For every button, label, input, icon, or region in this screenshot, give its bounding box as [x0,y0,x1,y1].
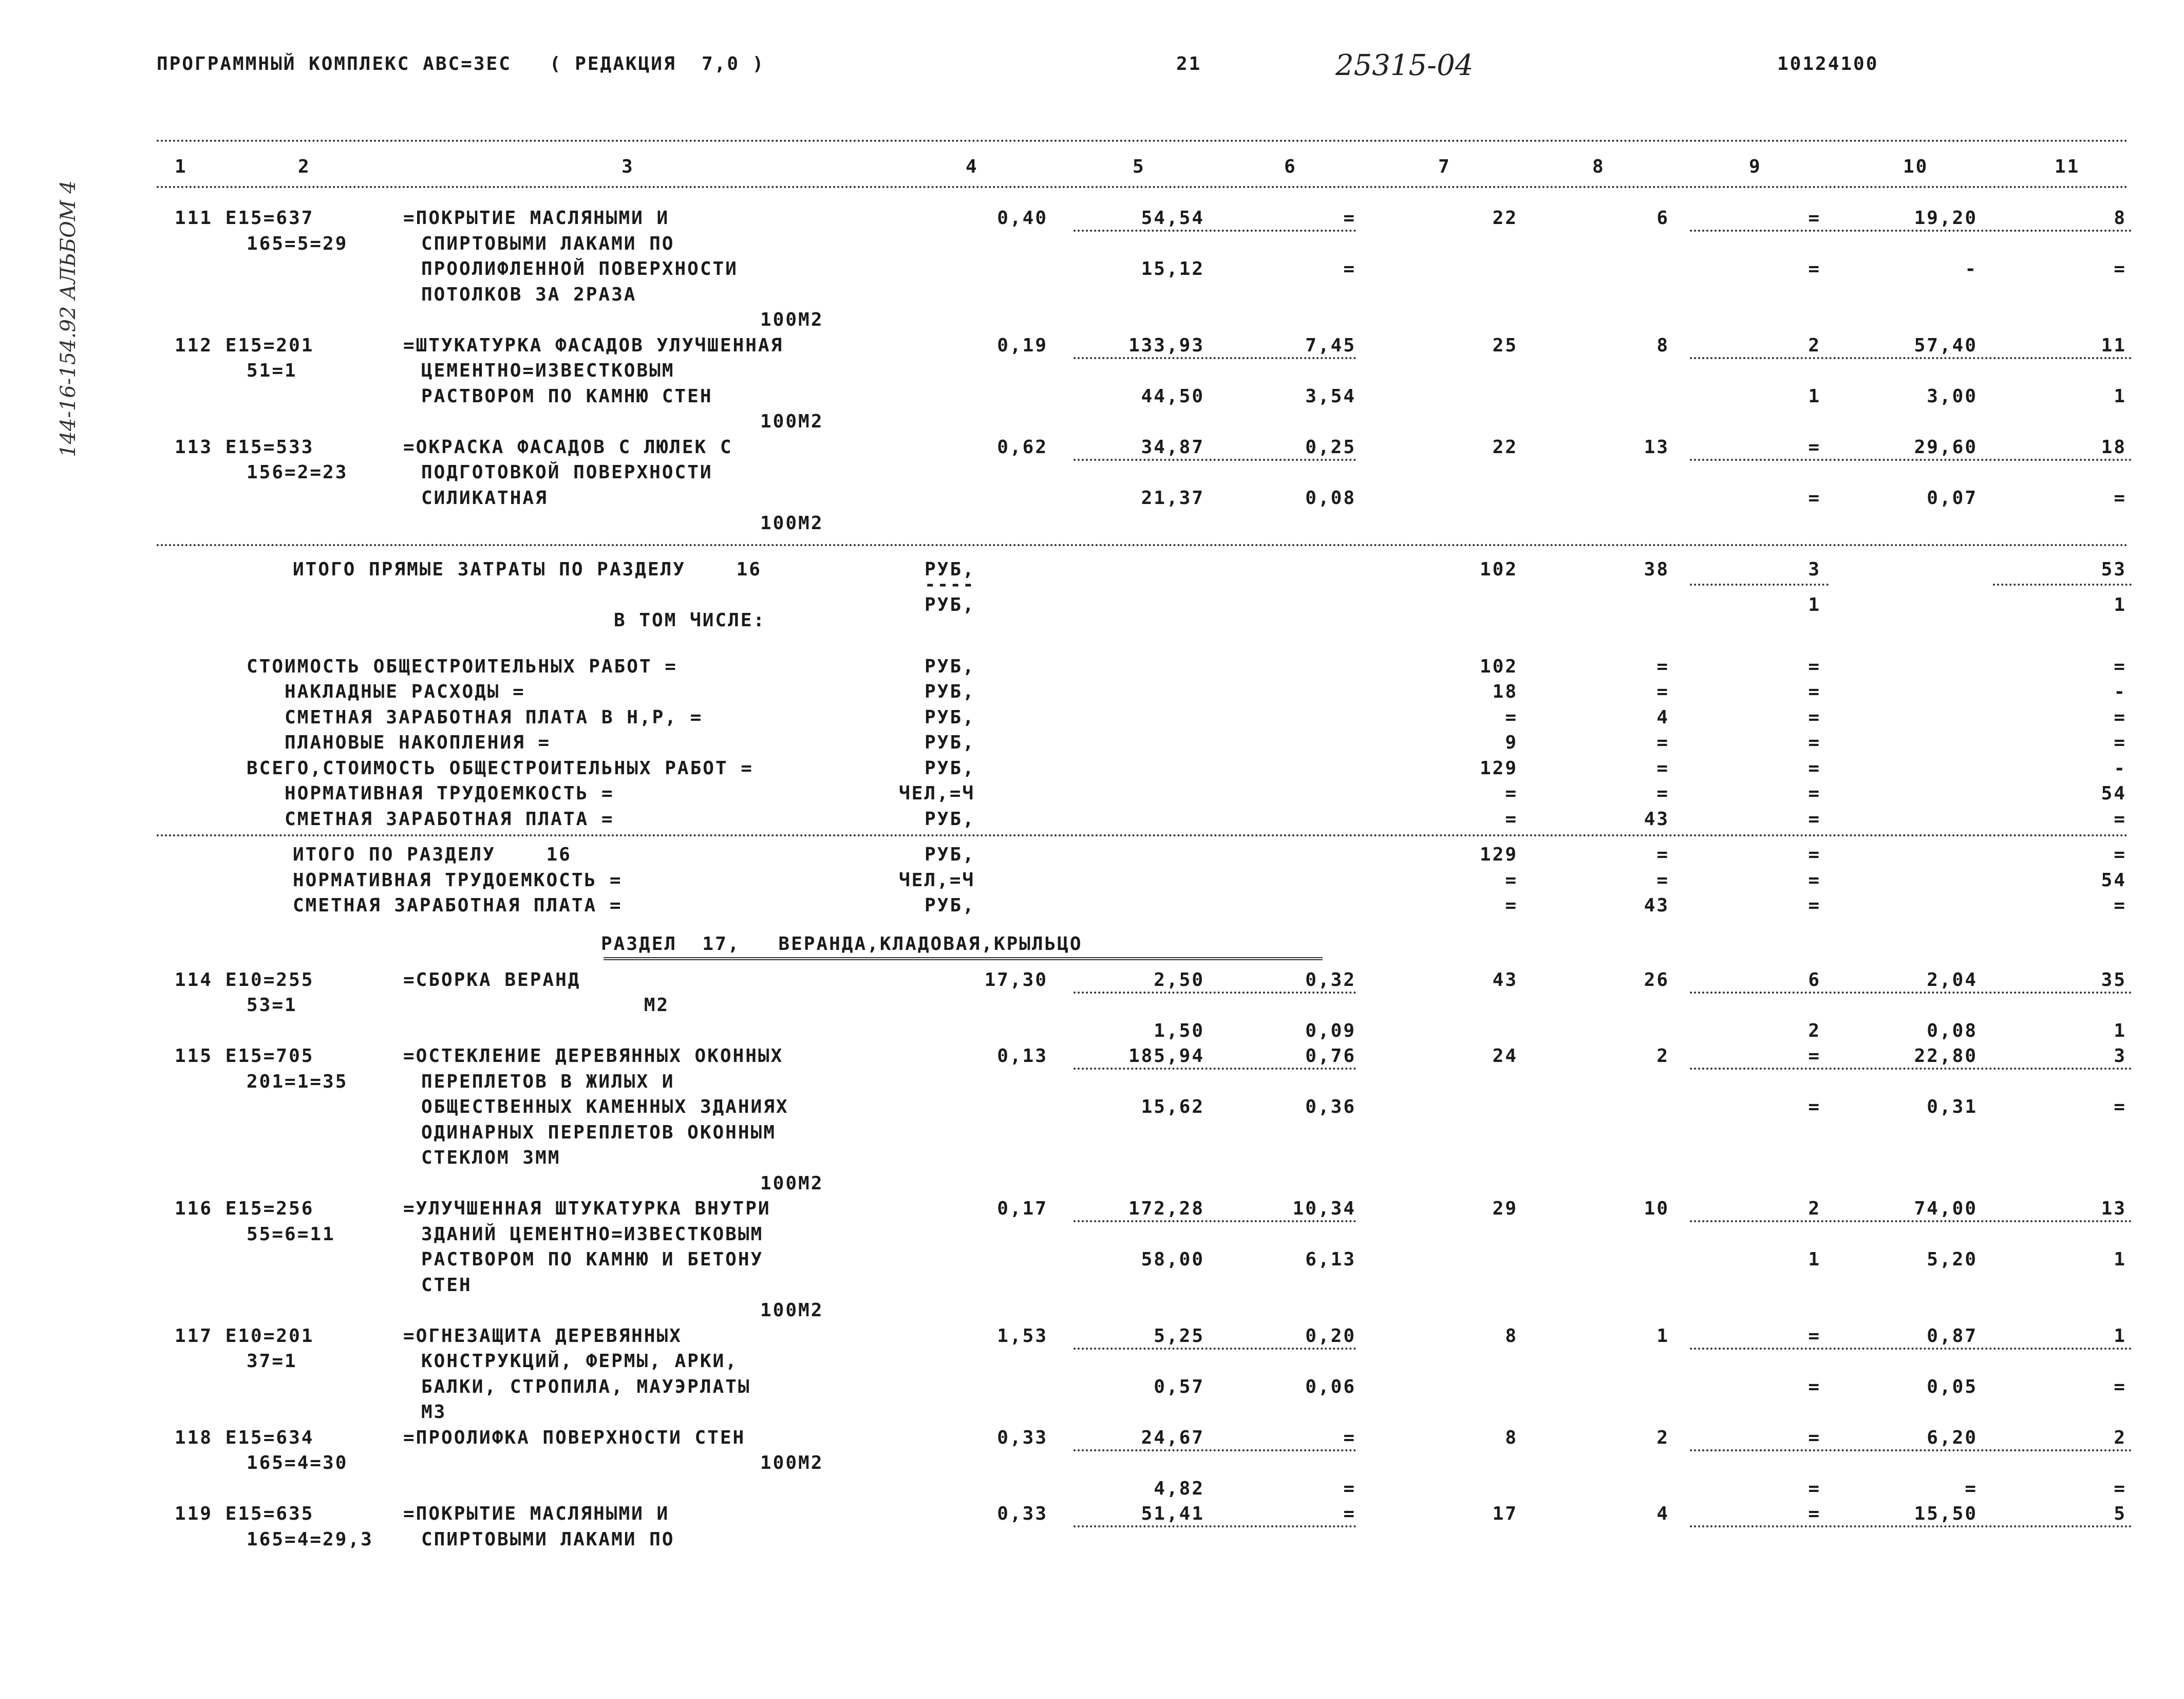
value-c11: 54 [2101,783,2126,804]
cost-line-label: СМЕТНАЯ ЗАРАБОТНАЯ ПЛАТА В Н,Р, = [247,706,703,728]
value-c6: 0,25 [1305,436,1356,458]
value-c6: 0,09 [1305,1020,1356,1041]
item-code: 118 Е15=634 [175,1427,314,1448]
item-code: 53=1 [247,995,297,1016]
value-c11: = [2114,656,2126,677]
unit-label: ЧЕЛ,=Ч [899,869,975,891]
unit-label: М2 [403,995,670,1016]
unit-label: РУБ, [925,844,975,865]
value-c10: 0,08 [1927,1020,1978,1041]
value-c8: 8 [1656,334,1669,356]
item-code: 116 Е15=256 [175,1198,314,1219]
item-code: 37=1 [247,1351,297,1372]
unit-label: РУБ, [925,808,975,830]
value-c10: 0,87 [1927,1325,1978,1347]
value-c10: 0,31 [1927,1096,1978,1117]
unit-label: РУБ, [925,706,975,728]
column-header-1: 1 [175,156,187,177]
fraction-rule [1074,357,1356,359]
section-rule [157,834,2129,836]
work-description: =УЛУЧШЕННАЯ ШТУКАТУРКА ВНУТРИ [403,1198,771,1219]
value-c10: - [1965,258,1978,279]
total-direct-costs-label: ИТОГО ПРЯМЫЕ ЗАТРАТЫ ПО РАЗДЕЛУ 16 [293,558,762,580]
value-c10: 74,00 [1914,1198,1978,1219]
work-description: =ОСТЕКЛЕНИЕ ДЕРЕВЯННЫХ ОКОННЫХ [403,1045,784,1067]
value-c7: 22 [1492,436,1518,458]
cost-line-label: НОРМАТИВНАЯ ТРУДОЕМКОСТЬ = [247,783,614,804]
work-description: КОНСТРУКЦИЙ, ФЕРМЫ, АРКИ, [421,1351,738,1372]
item-code: 165=5=29 [247,233,348,254]
value-c5: 4,82 [1154,1478,1204,1499]
value-c9: = [1808,1045,1821,1067]
value-c7: 18 [1492,681,1518,702]
cost-line-label: ВСЕГО,СТОИМОСТЬ ОБЩЕСТРОИТЕЛЬНЫХ РАБОТ = [247,757,754,779]
value-c10: 15,50 [1914,1503,1978,1524]
column-header-4: 4 [966,156,978,177]
unit-label: РУБ, [925,757,975,779]
value-c10: 3,00 [1927,385,1978,407]
work-description: ПОДГОТОВКОЙ ПОВЕРХНОСТИ [421,462,713,483]
value-c5: 15,62 [1141,1096,1204,1117]
value-c11: 2 [2114,1427,2126,1448]
unit-label: РУБ, [925,656,975,677]
column-header-6: 6 [1284,156,1297,177]
value-c9: = [1808,783,1821,804]
item-code: 111 Е15=637 [175,208,314,229]
value-c8: 26 [1644,969,1669,991]
work-description: ПРООЛИФЛЕННОЙ ПОВЕРХНОСТИ [421,258,738,279]
section-title-underline [604,957,1323,960]
value-c5: 1,50 [1154,1020,1204,1041]
value-c8: = [1656,783,1669,804]
value-c11: 1 [2114,1020,2126,1041]
value-c5: 2,50 [1154,969,1204,991]
value-c4: 0,40 [997,208,1048,229]
value-c7: 129 [1479,844,1518,865]
value-c11: = [2114,1478,2126,1499]
value-c10: 29,60 [1914,436,1978,458]
value-c11: 1 [2114,1325,2126,1347]
value-c7: = [1505,895,1518,916]
work-description: СПИРТОВЫМИ ЛАКАМИ ПО [421,233,675,254]
value-c9: = [1808,869,1821,891]
value-c10: 2,04 [1927,969,1978,991]
value-c9: 1 [1808,385,1821,407]
value-c9: = [1808,732,1821,753]
fraction-rule [1074,1525,1356,1527]
value-c6: = [1343,258,1356,279]
fraction-rule [1690,584,1829,586]
value-c8: = [1656,656,1669,677]
value-c5: 133,93 [1128,334,1204,356]
value-c8: = [1656,844,1669,865]
work-description: ОДИНАРНЫХ ПЕРЕПЛЕТОВ ОКОННЫМ [421,1122,776,1143]
value-c9: = [1808,1478,1821,1499]
value-c11: 1 [2114,594,2126,615]
value-c11: - [2114,757,2126,779]
value-c6: 6,13 [1305,1249,1356,1270]
value-c8: 10 [1644,1198,1669,1219]
value-c5: 21,37 [1141,487,1204,509]
value-c5: 0,57 [1154,1376,1204,1397]
value-c10: = [1965,1478,1978,1499]
value-c11: 8 [2114,208,2126,229]
value-c5: 44,50 [1141,385,1204,407]
value-c7: = [1505,706,1518,728]
value-c4: 0,33 [997,1503,1048,1524]
value-c10: 0,07 [1927,487,1978,509]
column-header-10: 10 [1903,156,1929,177]
item-code: 119 Е15=635 [175,1503,314,1524]
item-code: 165=4=30 [247,1452,348,1473]
value-c8: 6 [1656,208,1669,229]
value-c6: = [1343,208,1356,229]
value-c9: = [1808,1096,1821,1117]
work-description: РАСТВОРОМ ПО КАМНЮ И БЕТОНУ [421,1249,764,1270]
value-c11: = [2114,1096,2126,1117]
section-17-title: РАЗДЕЛ 17, ВЕРАНДА,КЛАДОВАЯ,КРЫЛЬЦО [601,933,1083,955]
value-c4: 1,53 [997,1325,1048,1347]
value-c7: = [1505,808,1518,830]
fraction-rule [1690,459,2132,461]
header-top-rule [157,140,2129,142]
column-header-8: 8 [1592,156,1605,177]
value-c9: 1 [1808,1249,1821,1270]
value-c8: 2 [1656,1427,1669,1448]
value-c4: 0,13 [997,1045,1048,1067]
section-total-label: ИТОГО ПО РАЗДЕЛУ 16 [293,844,572,865]
value-c9: 6 [1808,969,1821,991]
value-c9: = [1808,844,1821,865]
value-c11: = [2114,487,2126,509]
value-c7: 8 [1505,1427,1518,1448]
value-c4: 0,19 [997,334,1048,356]
value-c11: 53 [2101,558,2126,580]
work-description: =ПОКРЫТИЕ МАСЛЯНЫМИ И [403,1503,670,1524]
value-c10: 6,20 [1927,1427,1978,1448]
work-description: ЗДАНИЙ ЦЕМЕНТНО=ИЗВЕСТКОВЫМ [421,1223,764,1245]
value-c7: = [1505,783,1518,804]
value-c11: 1 [2114,1249,2126,1270]
value-c8: = [1656,757,1669,779]
unit-label: 100М2 [760,411,824,432]
value-c9: = [1808,258,1821,279]
value-c7: 22 [1492,208,1518,229]
value-c9: = [1808,1376,1821,1397]
program-title: ПРОГРАММНЫЙ КОМПЛЕКС АВС=3ЕС ( РЕДАКЦИЯ 7,0 ) [157,53,765,74]
cost-line-label: ПЛАНОВЫЕ НАКОПЛЕНИЯ = [247,732,551,753]
unit-label: 100М2 [760,1172,824,1194]
value-c6: 0,06 [1305,1376,1356,1397]
value-c5: 54,54 [1141,208,1204,229]
value-c9: = [1808,487,1821,509]
value-c5: 58,00 [1141,1249,1204,1270]
column-header-3: 3 [622,156,634,177]
value-c9: = [1808,1325,1821,1347]
value-c10: 57,40 [1914,334,1978,356]
item-code: 117 Е10=201 [175,1325,314,1347]
column-header-5: 5 [1133,156,1145,177]
value-c11: 1 [2114,385,2126,407]
fraction-rule [1690,992,2132,994]
value-c6: 3,54 [1305,385,1356,407]
value-c6: 0,32 [1305,969,1356,991]
value-c5: 5,25 [1154,1325,1204,1347]
fraction-rule [1993,584,2132,586]
value-c10: 22,80 [1914,1045,1978,1067]
fraction-rule [1690,357,2132,359]
unit-label: 100М2 [760,1300,824,1321]
value-c8: 43 [1644,895,1669,916]
value-c7: 43 [1492,969,1518,991]
value-c7: 29 [1492,1198,1518,1219]
fraction-rule [1690,1348,2132,1350]
unit-label: РУБ, [925,594,975,615]
value-c8: 4 [1656,1503,1669,1524]
fraction-rule [1074,992,1356,994]
work-description: ЦЕМЕНТНО=ИЗВЕСТКОВЫМ [421,360,675,381]
fraction-rule [1690,230,2132,232]
fraction-rule [1690,1449,2132,1451]
fraction-rule [1074,459,1356,461]
value-c9: = [1808,1503,1821,1524]
fraction-rule [1690,1220,2132,1222]
value-c10: 5,20 [1927,1249,1978,1270]
work-description: =ОГНЕЗАЩИТА ДЕРЕВЯННЫХ [403,1325,682,1347]
cost-line-label: СМЕТНАЯ ЗАРАБОТНАЯ ПЛАТА = [247,808,614,830]
value-c5: 51,41 [1141,1503,1204,1524]
unit-label: ЧЕЛ,=Ч [899,783,975,804]
value-c9: = [1808,1427,1821,1448]
value-c6: 10,34 [1292,1198,1356,1219]
fraction-rule [1690,1068,2132,1070]
work-description: РАСТВОРОМ ПО КАМНЮ СТЕН [421,385,713,407]
fraction-rule [1074,1220,1356,1222]
unit-label: 100М2 [760,309,824,330]
fraction-rule [1690,1525,2132,1527]
value-c6: = [1343,1427,1356,1448]
value-c11: 18 [2101,436,2126,458]
value-c11: 13 [2101,1198,2126,1219]
work-description: БАЛКИ, СТРОПИЛА, МАУЭРЛАТЫ [421,1376,751,1397]
work-description: ПЕРЕПЛЕТОВ В ЖИЛЫХ И [421,1071,675,1092]
value-c8: 4 [1656,706,1669,728]
work-description: =ПРООЛИФКА ПОВЕРХНОСТИ СТЕН [403,1427,746,1448]
doc-number-handwritten: 25315-04 [1335,49,1474,82]
value-c8: = [1656,869,1669,891]
value-c11: = [2114,732,2126,753]
value-c7: 24 [1492,1045,1518,1067]
value-c4: 0,62 [997,436,1048,458]
value-c11: 5 [2114,1503,2126,1524]
item-code: 55=6=11 [247,1223,335,1245]
value-c5: 24,67 [1141,1427,1204,1448]
page-number: 21 [1176,53,1202,74]
value-c5: 15,12 [1141,258,1204,279]
work-description: СИЛИКАТНАЯ [421,487,548,509]
item-code: 165=4=29,3 [247,1528,373,1550]
album-side-label: 144-16-154.92 АЛЬБОМ 4 [57,180,80,457]
item-code: 112 Е15=201 [175,334,314,356]
section-total-label: СМЕТНАЯ ЗАРАБОТНАЯ ПЛАТА = [293,895,623,916]
value-c7: = [1505,869,1518,891]
fraction-rule [1074,230,1356,232]
unit-label: РУБ, [925,732,975,753]
value-c9: = [1808,681,1821,702]
value-c6: = [1343,1478,1356,1499]
work-description: СТЕН [421,1274,472,1296]
unit-label: РУБ, [925,895,975,916]
value-c4: 17,30 [984,969,1048,991]
unit-label: 100М2 [760,513,824,534]
value-c9: 2 [1808,1198,1821,1219]
value-c9: = [1808,706,1821,728]
value-c7: 17 [1492,1503,1518,1524]
item-code: 113 Е15=533 [175,436,314,458]
work-description: =ОКРАСКА ФАСАДОВ С ЛЮЛЕК С [403,436,733,458]
unit-label: РУБ, [925,558,975,580]
value-c9: 2 [1808,1020,1821,1041]
section-rule [157,544,2129,546]
value-c5: 185,94 [1128,1045,1204,1067]
value-c11: - [2114,681,2126,702]
value-c6: 0,20 [1305,1325,1356,1347]
item-code: 201=1=35 [247,1071,348,1092]
item-code: 156=2=23 [247,462,348,483]
value-c11: = [2114,808,2126,830]
value-c7: 25 [1492,334,1518,356]
value-c8: 1 [1656,1325,1669,1347]
value-c5: 172,28 [1128,1198,1204,1219]
value-c11: 54 [2101,869,2126,891]
dash-marker: ---- [925,574,975,595]
value-c9: 3 [1808,558,1821,580]
work-description: ПОТОЛКОВ ЗА 2РАЗА [421,284,637,305]
value-c11: = [2114,706,2126,728]
value-c9: 2 [1808,334,1821,356]
value-c11: = [2114,895,2126,916]
value-c8: 2 [1656,1045,1669,1067]
value-c8: 43 [1644,808,1669,830]
value-c9: = [1808,895,1821,916]
value-c6: 0,36 [1305,1096,1356,1117]
value-c11: 3 [2114,1045,2126,1067]
value-c9: = [1808,757,1821,779]
value-c10: 19,20 [1914,208,1978,229]
unit-label: РУБ, [925,681,975,702]
column-header-11: 11 [2055,156,2080,177]
work-description: =ПОКРЫТИЕ МАСЛЯНЫМИ И [403,208,670,229]
value-c9: = [1808,656,1821,677]
work-description: =СБОРКА ВЕРАНД [403,969,581,991]
work-description: ОБЩЕСТВЕННЫХ КАМЕННЫХ ЗДАНИЯХ [421,1096,789,1117]
document-code: 10124100 [1777,53,1879,74]
value-c9: = [1808,436,1821,458]
unit-label: 100М2 [760,1452,824,1473]
value-c4: 0,33 [997,1427,1048,1448]
value-c9: 1 [1808,594,1821,615]
value-c6: 0,08 [1305,487,1356,509]
value-c11: = [2114,1376,2126,1397]
value-c11: 11 [2101,334,2126,356]
column-header-2: 2 [298,156,311,177]
value-c7: 129 [1479,757,1518,779]
unit-label: М3 [421,1402,447,1423]
section-total-label: НОРМАТИВНАЯ ТРУДОЕМКОСТЬ = [293,869,623,891]
value-c7: 102 [1479,656,1518,677]
value-c8: = [1656,732,1669,753]
value-c9: = [1808,808,1821,830]
item-code: 51=1 [247,360,297,381]
value-c11: = [2114,258,2126,279]
item-code: 115 Е15=705 [175,1045,314,1067]
work-description: СТЕКЛОМ 3ММ [421,1147,561,1168]
cost-line-label: НАКЛАДНЫЕ РАСХОДЫ = [247,681,525,702]
value-c5: 34,87 [1141,436,1204,458]
value-c10: 0,05 [1927,1376,1978,1397]
work-description: =ШТУКАТУРКА ФАСАДОВ УЛУЧШЕННАЯ [403,334,784,356]
value-c7: 9 [1505,732,1518,753]
value-c8: = [1656,681,1669,702]
value-c8: 38 [1644,558,1669,580]
value-c11: 35 [2101,969,2126,991]
value-c9: = [1808,208,1821,229]
fraction-rule [1074,1348,1356,1350]
value-c6: 7,45 [1305,334,1356,356]
work-description: СПИРТОВЫМИ ЛАКАМИ ПО [421,1528,675,1550]
value-c6: 0,76 [1305,1045,1356,1067]
value-c11: = [2114,844,2126,865]
column-header-9: 9 [1749,156,1762,177]
item-code: 114 Е10=255 [175,969,314,991]
including-heading: В ТОМ ЧИСЛЕ: [614,609,766,631]
value-c4: 0,17 [997,1198,1048,1219]
value-c7: 102 [1479,558,1518,580]
column-header-7: 7 [1438,156,1451,177]
value-c6: = [1343,1503,1356,1524]
cost-line-label: СТОИМОСТЬ ОБЩЕСТРОИТЕЛЬНЫХ РАБОТ = [247,656,677,677]
header-bottom-rule [157,186,2129,188]
fraction-rule [1074,1449,1356,1451]
value-c8: 13 [1644,436,1669,458]
fraction-rule [1074,1068,1356,1070]
value-c7: 8 [1505,1325,1518,1347]
